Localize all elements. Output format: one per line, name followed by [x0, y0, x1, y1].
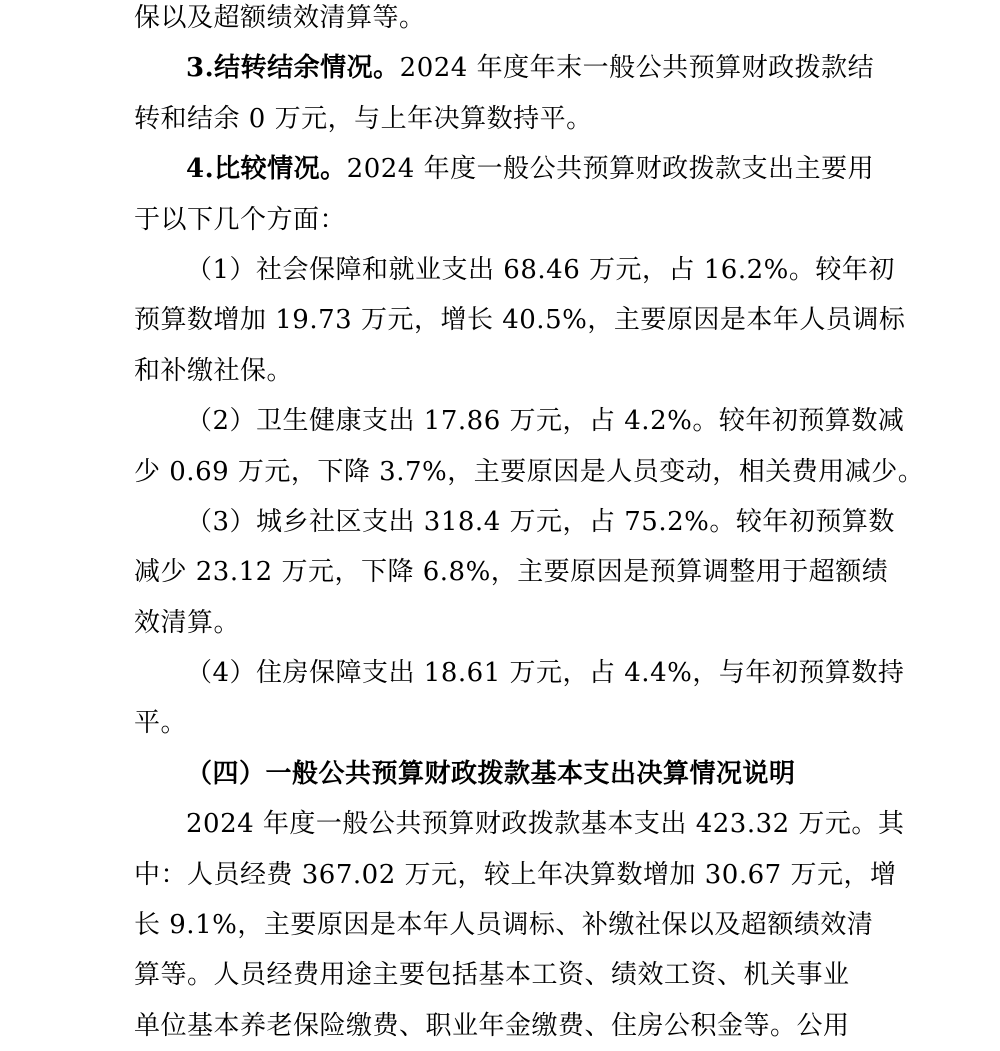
text-line: 效清算。 [134, 607, 241, 638]
text-span: 2024 年度一般公共预算财政拨款支出主要用 [346, 154, 875, 185]
section-heading: （四）一般公共预算财政拨款基本支出决算情况说明 [186, 758, 796, 789]
text-line: 减少 23.12 万元，下降 6.8%，主要原因是预算调整用于超额绩 [134, 557, 889, 588]
document-page [134, 0, 925, 1051]
list-item-urban-rural: （3）城乡社区支出 318.4 万元，占 75.2%。较年初预算数 [186, 506, 895, 537]
text-span: 2024 年度年末一般公共预算财政拨款结 [399, 53, 875, 84]
text-line: 平。 [134, 708, 188, 739]
text-line: 和补缴社保。 [134, 355, 294, 386]
section-heading-inline: 4.比较情况。 [186, 154, 347, 185]
text-line: 中：人员经费 367.02 万元，较上年决算数增加 30.67 万元，增 [134, 859, 897, 890]
text-line: 于以下几个方面： [134, 204, 347, 235]
paragraph-basic-expenditure: 2024 年度一般公共预算财政拨款基本支出 423.32 万元。其 [186, 809, 905, 840]
list-item-social-security: （1）社会保障和就业支出 68.46 万元，占 16.2%。较年初 [186, 254, 895, 285]
text-line: 预算数增加 19.73 万元，增长 40.5%，主要原因是本年人员调标 [134, 305, 906, 336]
paragraph-comparison [134, 144, 882, 194]
text-line: 算等。人员经费用途主要包括基本工资、绩效工资、机关事业 [134, 960, 850, 991]
text-line: 保以及超额绩效清算等。 [134, 3, 426, 33]
text-line: 长 9.1%，主要原因是本年人员调标、补缴社保以及超额绩效清 [134, 910, 874, 941]
paragraph-carryover-balance [134, 43, 882, 93]
list-item-health: （2）卫生健康支出 17.86 万元，占 4.2%。较年初预算数减 [186, 406, 905, 437]
text-line: 转和结余 0 万元，与上年决算数持平。 [134, 103, 593, 134]
text-line: 单位基本养老保险缴费、职业年金缴费、住房公积金等。公用 [134, 1010, 850, 1041]
list-item-housing: （4）住房保障支出 18.61 万元，占 4.4%，与年初预算数持 [186, 658, 905, 689]
section-heading-inline: 3.结转结余情况。 [186, 53, 400, 84]
text-line: 少 0.69 万元，下降 3.7%，主要原因是人员变动，相关费用减少。 [134, 456, 925, 487]
